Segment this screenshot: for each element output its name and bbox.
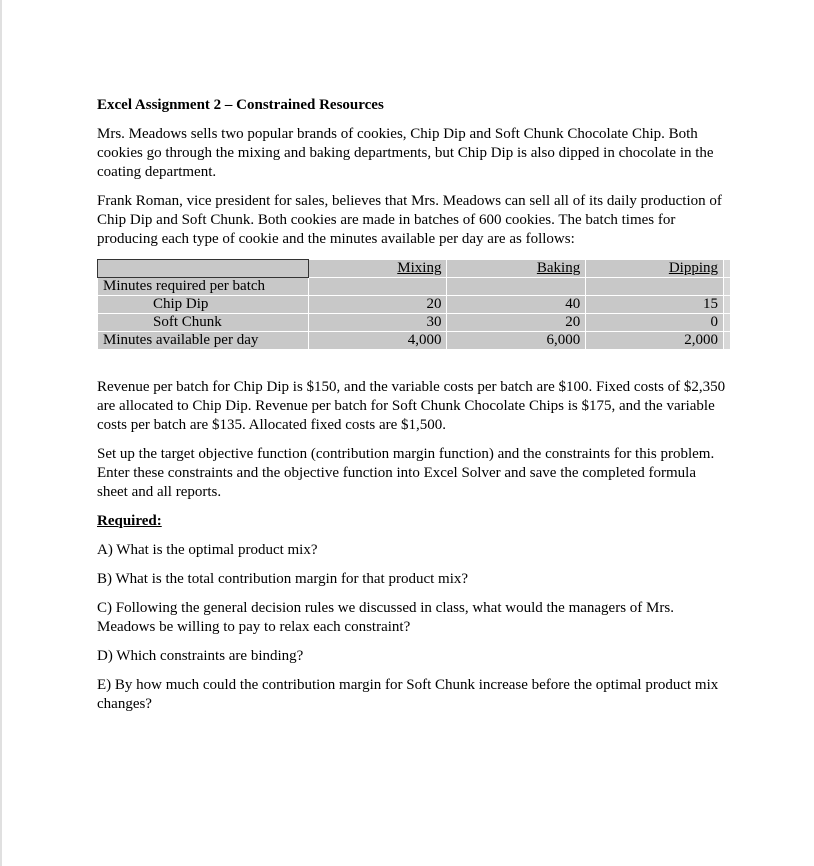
document-title: Excel Assignment 2 – Constrained Resources	[97, 97, 384, 113]
cell: 0	[586, 314, 724, 332]
table-row	[98, 278, 731, 296]
cell: 4,000	[308, 332, 447, 350]
question: D) Which constraints are binding?	[97, 648, 304, 664]
cell: 6,000	[447, 332, 586, 350]
table-corner-cell	[98, 260, 309, 278]
cell: 30	[308, 314, 447, 332]
question: E) By how much could the contribution margin for Soft Chunk increase before the optimal product mix changes?	[97, 677, 719, 712]
batch-times-table	[97, 259, 731, 350]
page-edge	[0, 0, 2, 866]
question: C) Following the general decision rules we discussed in class, what would the managers of Mrs. Meadows be willing to pay to relax each constraint?	[97, 600, 674, 635]
question: B) What is the total contribution margin for that product mix?	[97, 571, 469, 587]
table-row	[98, 332, 731, 350]
required-heading: Required:	[97, 513, 162, 529]
header-dipping: Dipping	[668, 260, 718, 276]
cell: 2,000	[586, 332, 724, 350]
section-label: Minutes required per batch	[98, 278, 309, 296]
paragraph: Mrs. Meadows sells two popular brands of cookies, Chip Dip and Soft Chunk Chocolate Chip. Both cookies go through the mixing and baking departments, but Chip Dip is also dipped in chocolate in the coating department.	[97, 126, 714, 180]
row-label: Soft Chunk	[98, 314, 309, 332]
document-body	[97, 96, 727, 724]
paragraph: Set up the target objective function (contribution margin function) and the constraints for this problem. Enter these constraints and the objective function into Excel Solver and save the completed formula sheet and all reports.	[97, 446, 715, 500]
cell: 20	[447, 314, 586, 332]
cell: 15	[586, 296, 724, 314]
cell: 20	[308, 296, 447, 314]
paragraph: Frank Roman, vice president for sales, believes that Mrs. Meadows can sell all of its daily production of Chip Dip and Soft Chunk. Both cookies are made in batches of 600 cookies. The batch times for producing each type of cookie and the minutes available per day are as follows:	[97, 193, 722, 247]
paragraph: Revenue per batch for Chip Dip is $150, and the variable costs per batch are $100. Fixed costs of $2,350 are allocated to Chip Dip. Revenue per batch for Soft Chunk Chocolate Chips is $175, and the variable costs per batch are $135. Allocated fixed costs are $1,500.	[97, 379, 726, 433]
header-mixing: Mixing	[397, 260, 442, 276]
table-row	[98, 314, 731, 332]
header-baking: Baking	[536, 260, 581, 276]
table-row	[98, 296, 731, 314]
row-label: Chip Dip	[98, 296, 309, 314]
cell: 40	[447, 296, 586, 314]
row-label: Minutes available per day	[98, 332, 309, 350]
table-header-row	[98, 260, 731, 278]
question: A) What is the optimal product mix?	[97, 542, 318, 558]
